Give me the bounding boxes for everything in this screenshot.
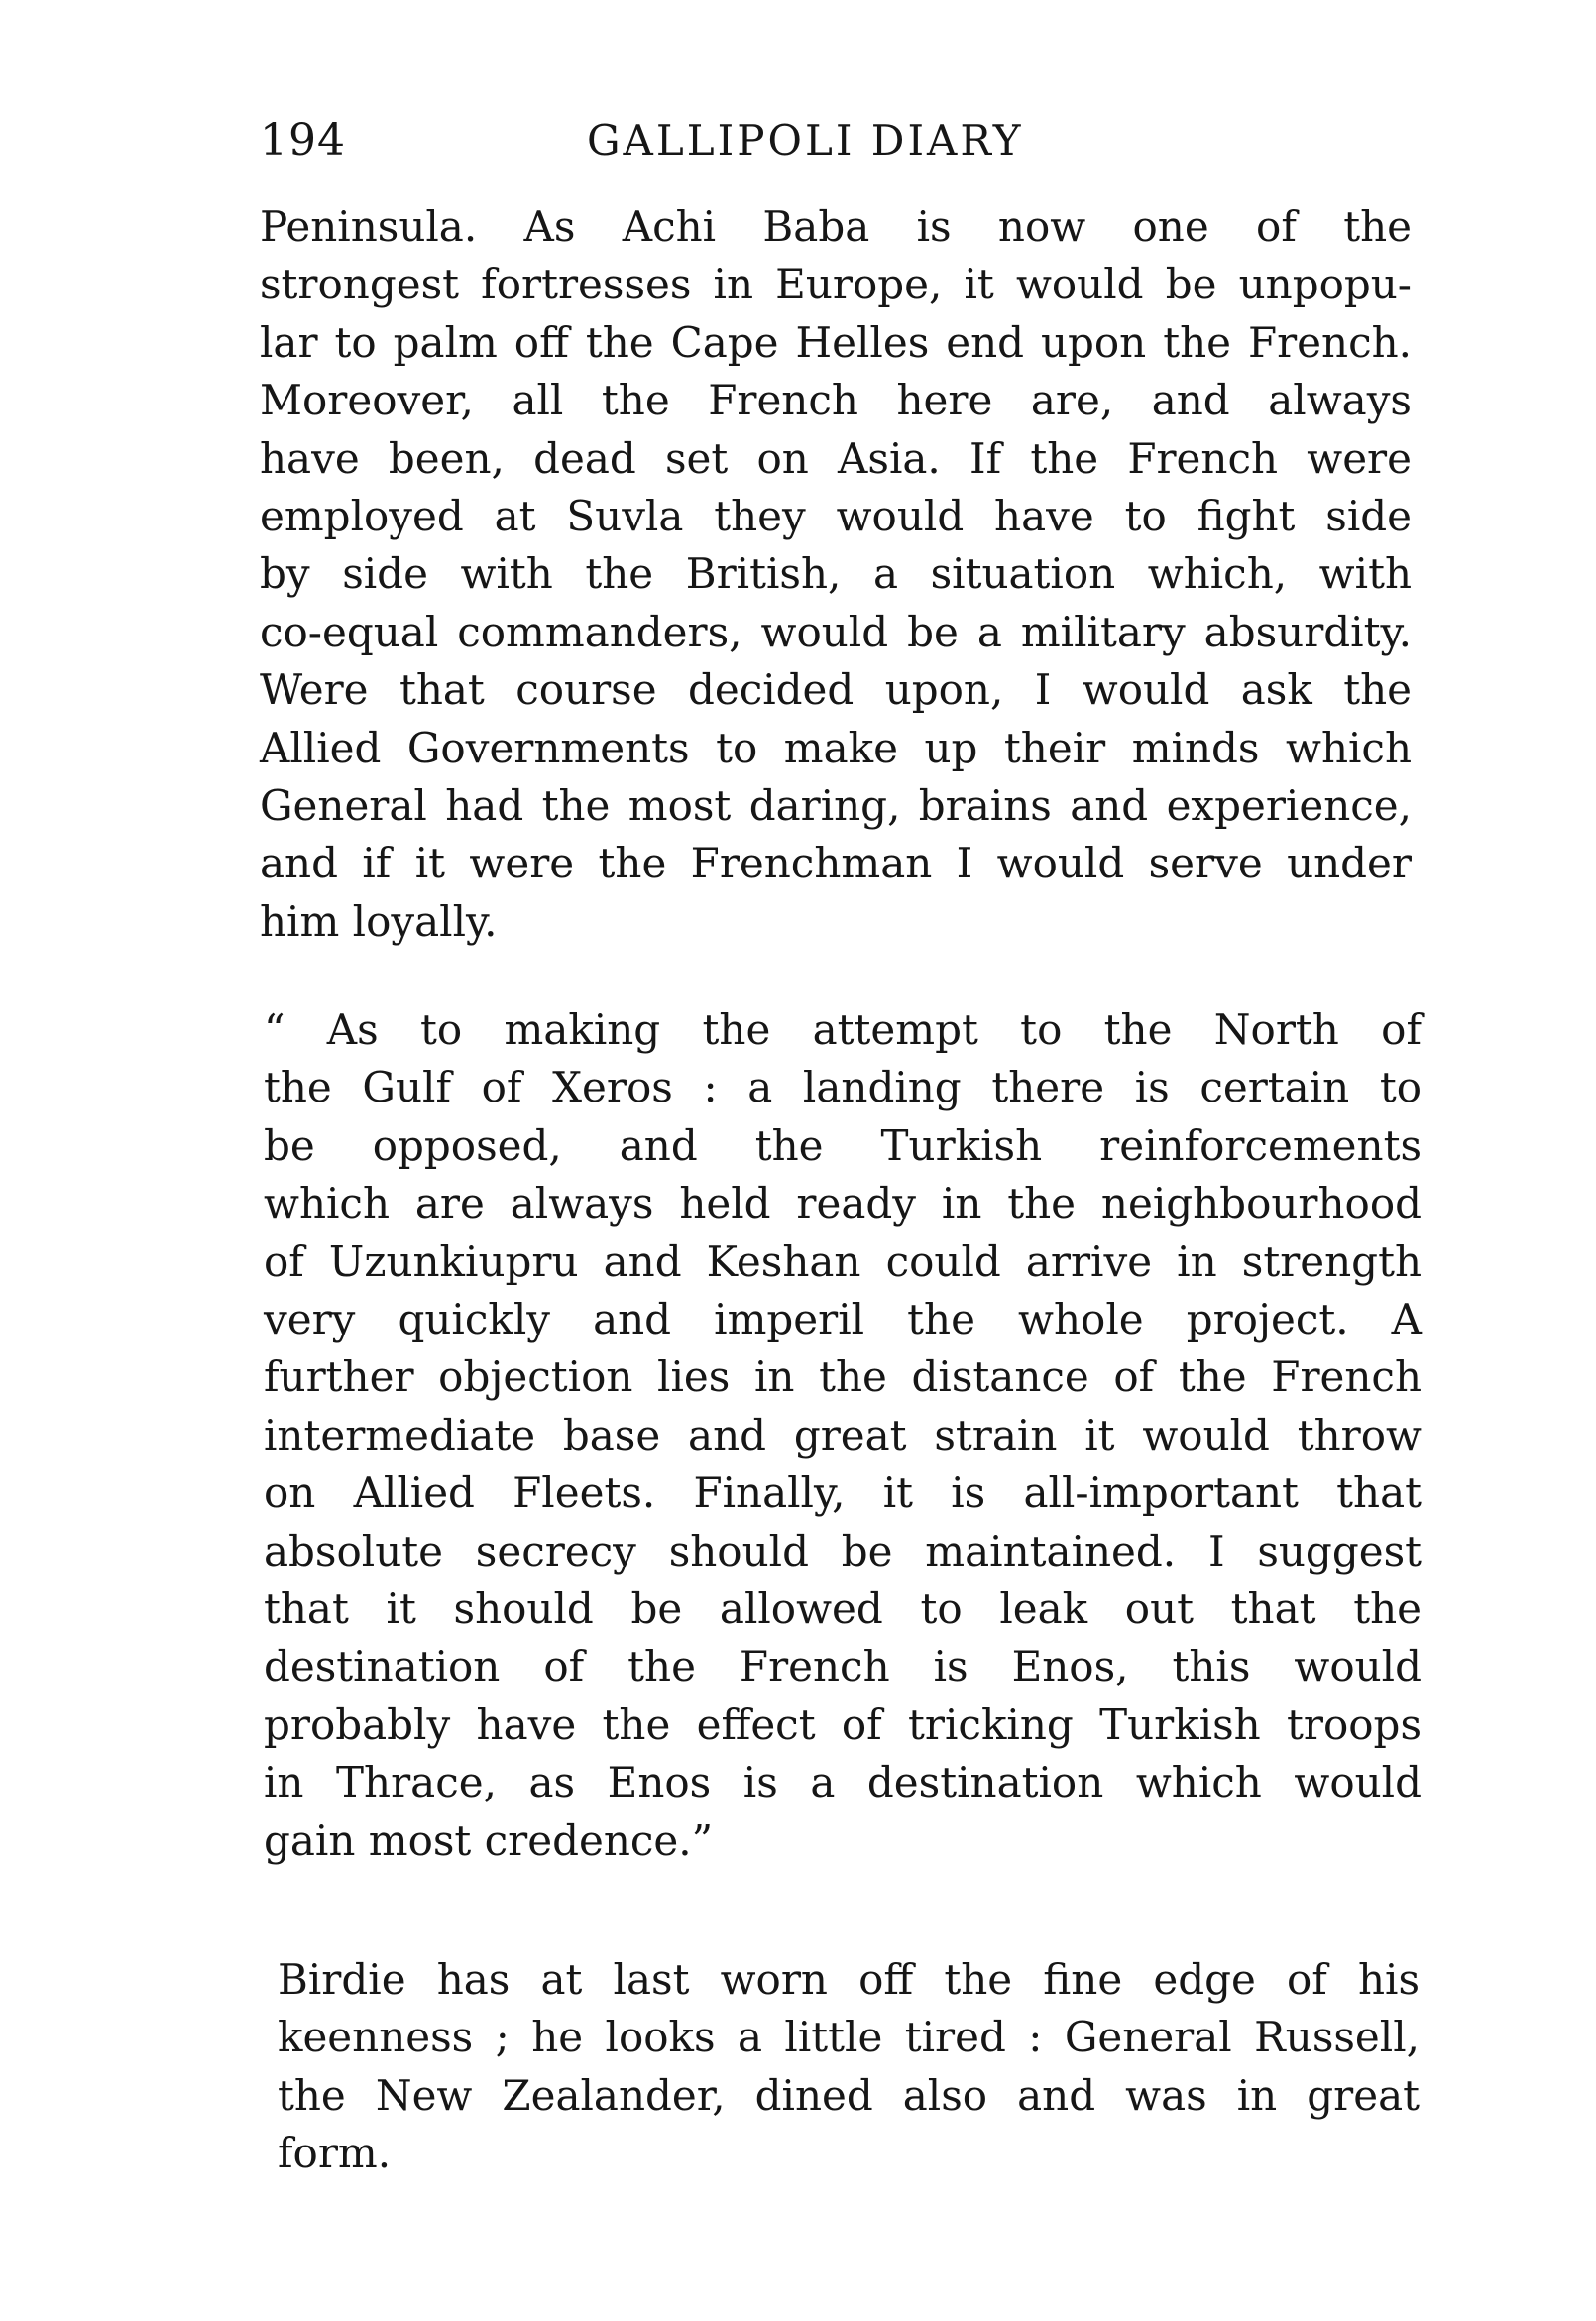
text-line: him loyally.	[260, 896, 498, 946]
text-line: destination of the French is Enos, this would	[264, 1642, 1422, 1691]
text-line: form.	[278, 2129, 392, 2178]
text-line: gain most credence.”	[264, 1815, 714, 1865]
text-line: that it should be allowed to leak out that the	[264, 1584, 1422, 1634]
text-line: Moreover, all the French here are, and always	[260, 376, 1412, 425]
text-line: strongest fortresses in Europe, it would be unpopu-	[260, 260, 1412, 309]
text-line: lar to palm off the Cape Helles end upon the French.	[260, 317, 1412, 367]
text-line: General had the most daring, brains and experience,	[260, 781, 1412, 831]
text-line: Were that course decided upon, I would ask the	[260, 665, 1412, 715]
text-line: co-equal commanders, would be a military absurdity.	[260, 607, 1412, 656]
text-line: probably have the effect of tricking Turkish troops	[264, 1699, 1422, 1749]
text-line: very quickly and imperil the whole project. A	[264, 1295, 1422, 1344]
text-line: Birdie has at last worn off the fine edge of his	[278, 1955, 1420, 2004]
text-line: employed at Suvla they would have to fight side	[260, 492, 1412, 541]
text-line: which are always held ready in the neighbourhood	[264, 1179, 1422, 1228]
running-head: GALLIPOLI DIARY	[587, 116, 1024, 165]
page-number: 194	[260, 115, 346, 166]
text-line: Peninsula. As Achi Baba is now one of the	[260, 202, 1412, 251]
text-line: have been, dead set on Asia. If the French were	[260, 433, 1412, 483]
text-line: “ As to making the attempt to the North of	[264, 1005, 1422, 1054]
page-header	[260, 111, 1390, 171]
paragraph-1	[260, 198, 1412, 951]
text-line: by side with the British, a situation which, with	[260, 549, 1412, 599]
text-line: intermediate base and great strain it would throw	[264, 1410, 1422, 1459]
paragraph-2	[264, 1001, 1422, 1870]
paragraph-3	[278, 1951, 1420, 2183]
text-line: the New Zealander, dined also and was in great	[278, 2070, 1420, 2120]
text-line: keenness ; he looks a little tired : General Russell,	[278, 2013, 1420, 2062]
text-line: and if it were the Frenchman I would serve under	[260, 839, 1412, 888]
text-line: absolute secrecy should be maintained. I suggest	[264, 1526, 1422, 1575]
text-line: be opposed, and the Turkish reinforcements	[264, 1120, 1422, 1170]
text-line: in Thrace, as Enos is a destination which would	[264, 1758, 1422, 1807]
text-line: on Allied Fleets. Finally, it is all-important that	[264, 1468, 1422, 1518]
text-line: Allied Governments to make up their minds which	[260, 723, 1412, 772]
text-line: further objection lies in the distance of the French	[264, 1352, 1422, 1402]
text-line: the Gulf of Xeros : a landing there is certain to	[264, 1063, 1422, 1112]
text-line: of Uzunkiupru and Keshan could arrive in strength	[264, 1236, 1422, 1286]
